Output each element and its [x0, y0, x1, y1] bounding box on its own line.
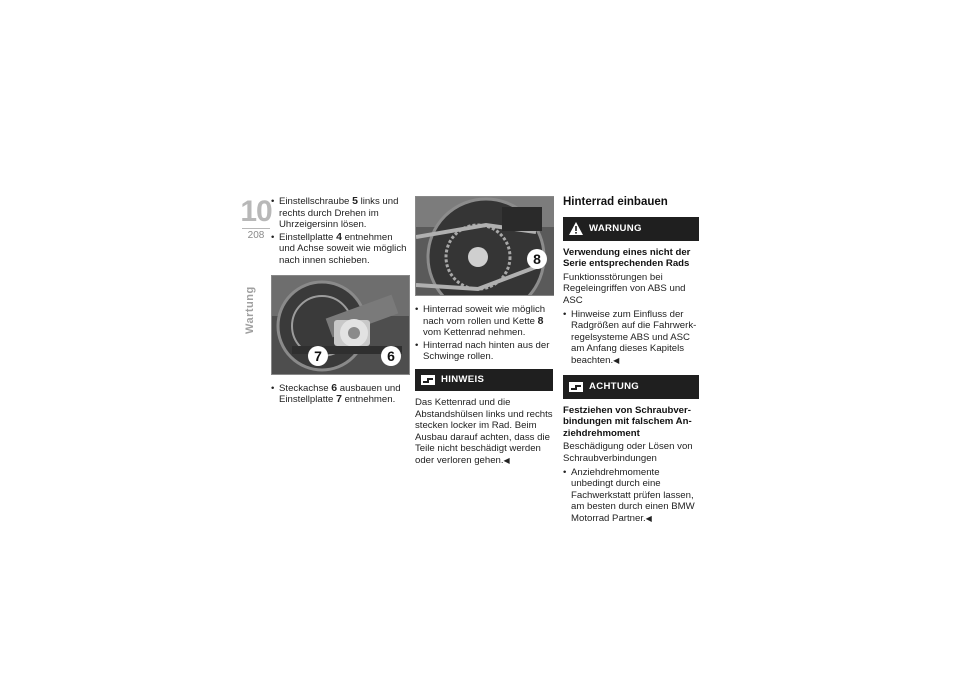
list-item: • Steckachse 6 ausbauen und Einstellplatte 7 entnehmen. — [271, 383, 408, 406]
caution-label: ACHTUNG — [589, 380, 640, 392]
notice-header — [415, 369, 553, 391]
section-label: Wartung — [244, 286, 256, 334]
caution-heading: Festziehen von Schraubverbindungen mit falschem Anziehdrehmoment — [563, 404, 692, 439]
list-item: • Einstellplatte 4 entnehmen und Achse soweit wie möglich nach innen schieben. — [271, 232, 408, 267]
warning-header — [563, 217, 699, 241]
photo-illustration — [416, 197, 554, 295]
steps-list — [415, 304, 553, 363]
page-number: 208 — [247, 230, 265, 241]
warning-list — [563, 309, 699, 367]
photo-chain-sprocket — [415, 196, 554, 296]
list-item: • Hinterrad soweit wie möglich nach vorn rollen und Kette 8 vom Kettenrad nehmen. — [415, 304, 553, 339]
list-item: • Hinweise zum Einfluss der Radgrößen auf die Fahrwerkregelsysteme ABS und ASC am Anfang dieses Kapitels beachten.◀ — [563, 309, 699, 367]
chapter-divider — [242, 228, 270, 229]
photo-illustration — [272, 276, 409, 374]
list-item: • Anziehdrehmomente unbedingt durch eine Fachwerkstatt prüfen lassen, am besten durch einen BMW Motorrad Partner.◀ — [563, 467, 699, 525]
list-item: • Einstellschraube 5 links und rechts durch Drehen im Uhrzeigersinn lösen. — [271, 196, 408, 231]
chapter-number: 10 — [240, 195, 272, 228]
pointing-hand-icon — [421, 374, 435, 386]
callout-6: 6 — [387, 347, 395, 364]
photo-wheel-axle — [271, 275, 410, 375]
end-mark: ◀ — [645, 513, 652, 523]
end-mark: ◀ — [613, 355, 620, 365]
callout-7: 7 — [314, 347, 322, 364]
warning-heading: Verwendung eines nicht der Serie entsprechenden Rads — [563, 246, 691, 270]
column-1 — [271, 196, 408, 407]
pointing-hand-icon — [569, 381, 583, 393]
column-2 — [415, 196, 553, 469]
warning-label: WARNUNG — [589, 222, 642, 234]
notice-text: Das Kettenrad und die Abstandshülsen links und rechts stecken locker im Rad. Beim Ausbau darauf achten, dass die Teile nicht beschädigt werden oder verloren gehen.◀ — [415, 396, 553, 466]
list-item: • Hinterrad nach hinten aus der Schwinge rollen. — [415, 340, 553, 363]
warning-triangle-icon — [569, 222, 583, 235]
caution-list — [563, 467, 699, 525]
warning-text: Funktionsstörungen bei Regeleingriffen von ABS und ASC — [563, 271, 686, 306]
caution-text: Beschädigung oder Lösen von Schraubverbindungen — [563, 441, 693, 464]
steps-before-list — [271, 196, 408, 267]
section-title: Hinterrad einbauen — [563, 196, 668, 208]
notice-label: HINWEIS — [441, 374, 485, 386]
steps-after-list — [271, 383, 408, 406]
caution-header — [563, 375, 699, 399]
column-3 — [563, 196, 699, 525]
end-mark: ◀ — [503, 455, 510, 465]
callout-8: 8 — [533, 251, 541, 267]
